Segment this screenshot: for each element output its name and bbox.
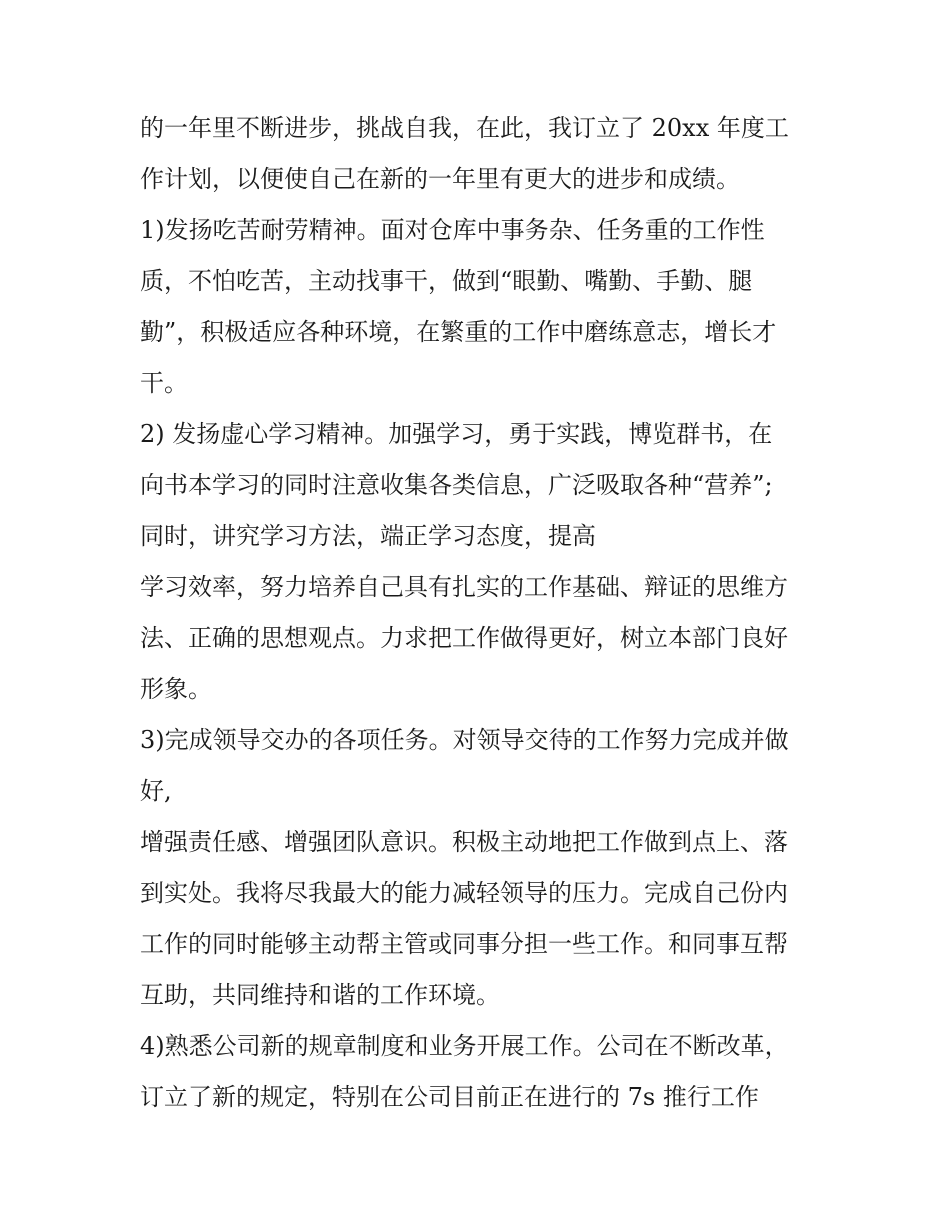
text-line: 同时，讲究学习方法，端正学习态度，提高 [140,522,596,550]
text-line: 质，不怕吃苦，主动找事干，做到“眼勤、嘴勤、手勤、腿 [140,267,753,295]
text-line: 1)发扬吃苦耐劳精神。面对仓库中事务杂、任务重的工作性 [140,216,765,244]
text-line: 4)熟悉公司新的规章制度和业务开展工作。公司在不断改革， [140,1032,789,1060]
text-line: 向书本学习的同时注意收集各类信息，广泛吸取各种“营养”; [140,471,773,499]
text-line: 勤”，积极适应各种环境，在繁重的工作中磨练意志，增长才 [140,318,777,346]
text-line: 学习效率，努力培养自己具有扎实的工作基础、辩证的思维方 [140,573,788,601]
text-line: 3)完成领导交办的各项任务。对领导交待的工作努力完成并做 [140,726,789,754]
text-line: 订立了新的规定，特别在公司目前正在进行的 7s 推行工作 [140,1083,759,1111]
text-line: 互助，共同维持和谐的工作环境。 [140,981,500,1009]
text-line: 好, [140,777,172,805]
text-line: 2) 发扬虚心学习精神。加强学习，勇于实践，博览群书，在 [140,420,773,448]
text-line: 增强责任感、增强团队意识。积极主动地把工作做到点上、落 [140,828,788,856]
text-line: 工作的同时能够主动帮主管或同事分担一些工作。和同事互帮 [140,930,788,958]
text-line: 的一年里不断进步，挑战自我，在此，我订立了 20xx 年度工 [140,114,789,142]
text-line: 作计划，以便使自己在新的一年里有更大的进步和成绩。 [140,165,740,193]
text-line: 法、正确的思想观点。力求把工作做得更好，树立本部门良好 [140,624,788,652]
text-line: 干。 [140,369,188,397]
text-line: 到实处。我将尽我最大的能力减轻领导的压力。完成自己份内 [140,879,788,907]
text-line: 形象。 [140,675,212,703]
